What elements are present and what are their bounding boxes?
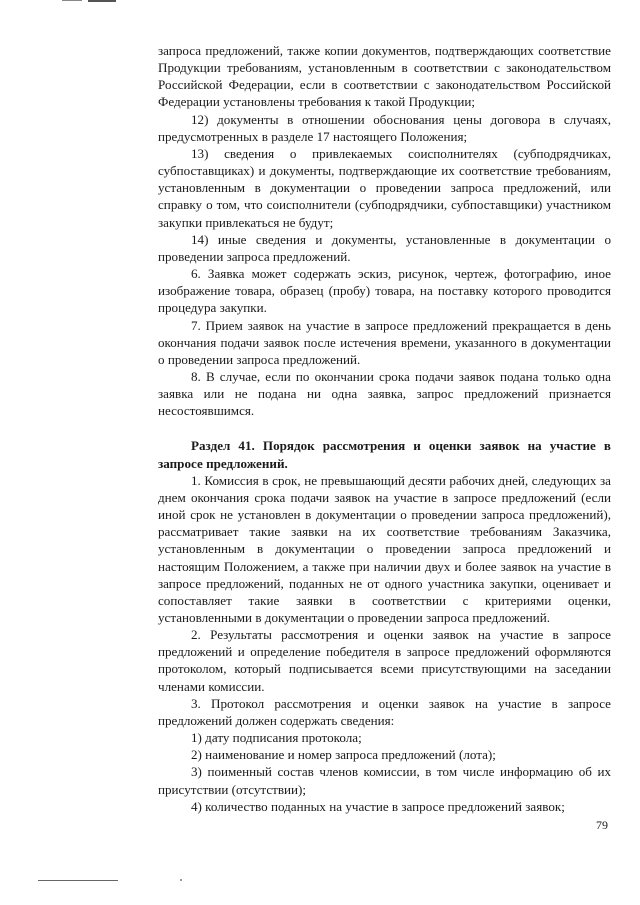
protocol-item-1: 1) дату подписания протокола; <box>191 730 362 746</box>
scan-artifact-dot <box>180 879 182 881</box>
protocol-item-2: 2) наименование и номер запроса предложений (лота); <box>191 747 496 763</box>
page-number: 79 <box>596 818 608 832</box>
section-heading: Раздел 41. Порядок рассмотрения и оценки заявок на участие в запросе предложений. <box>158 438 611 471</box>
section-41-point-3: 3. Протокол рассмотрения и оценки заявок на участие в запросе предложений должен содержать сведения: <box>158 695 611 728</box>
point-7: 7. Прием заявок на участие в запросе предложений прекращается в день окончания подачи заявок после истечения времени, указанного в документации о проведении запроса предложений. <box>158 317 611 367</box>
document-page-body <box>158 42 611 815</box>
list-item-12: 12) документы в отношении обоснования цены договора в случаях, предусмотренных в разделе 17 настоящего Положения; <box>158 111 611 144</box>
list-item-13: 13) сведения о привлекаемых соисполнителях (субподрядчиках, субпоставщиках) и документы, подтверждающие их соответствие требованиям, установленным в документации о проведении запроса предложений, или справку о том, что соисполнители (субподрядчики, субпоставщики) участником закупки привлекаться не будут; <box>158 145 611 230</box>
section-41-point-1: 1. Комиссия в срок, не превышающий десяти рабочих дней, следующих за днем окончания срока подачи заявок на участие в запросе предложений (если иной срок не установлен в документации о проведении запроса предложений), рассматривает такие заявки на их соответствие требованиям Заказчика, установленным в документации о проведении запроса предложений и настоящим Положением, а также при наличии двух и более заявок на участие в запросе предложений, поданных не от одного участника закупки, оценивает и сопоставляет такие заявки в соответствии с критериями оценки, установленными в документации о проведении запроса предложений. <box>158 472 611 625</box>
list-item-14: 14) иные сведения и документы, установленные в документации о проведении запроса предложений. <box>158 231 611 264</box>
point-6: 6. Заявка может содержать эскиз, рисунок, чертеж, фотографию, иное изображение товара, образец (пробу) товара, на поставку которого проводится процедура закупки. <box>158 266 611 316</box>
continuation-paragraph: запроса предложений, также копии документов, подтверждающих соответствие Продукции требованиям, установленным в соответствии с законодательством Российской Федерации, если в соответствии с законодательством Российской Федерации установлены требования к такой Продукции; <box>158 43 611 110</box>
section-41-point-2: 2. Результаты рассмотрения и оценки заявок на участие в запросе предложений и определение победителя в запросе предложений оформляются протоколом, который подписывается всеми присутствующими на заседании членами комиссии. <box>158 627 611 694</box>
scan-artifact-top <box>62 0 82 1</box>
scan-artifact-bottom <box>38 880 118 881</box>
scan-artifact-top-2 <box>88 0 116 2</box>
protocol-item-4: 4) количество поданных на участие в запросе предложений заявок; <box>191 798 565 814</box>
protocol-item-3: 3) поименный состав членов комиссии, в том числе информацию об их присутствии (отсутствии); <box>158 764 611 797</box>
point-8: 8. В случае, если по окончании срока подачи заявок подана только одна заявка или не подана ни одна заявка, запрос предложений признается несостоявшимся. <box>158 368 611 419</box>
